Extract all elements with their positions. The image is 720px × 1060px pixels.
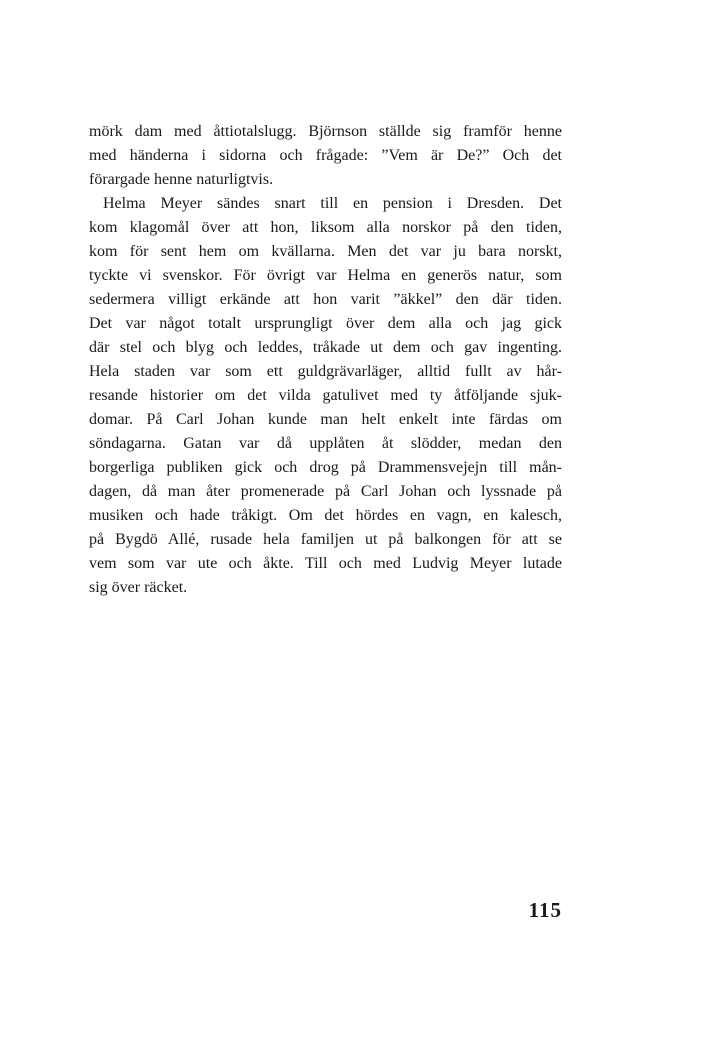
text-line: förargade henne naturligtvis. xyxy=(89,171,274,188)
text-line: kom för sent hem om kvällarna. Men det var ju bara norskt, xyxy=(89,243,562,260)
text-line: domar. På Carl Johan kunde man helt enkelt inte färdas om xyxy=(89,411,562,428)
text-line: musiken och hade tråkigt. Om det hördes en vagn, en kalesch, xyxy=(89,507,562,524)
page-number: 115 xyxy=(528,898,562,922)
text-line: kom klagomål över att hon, liksom alla norskor på den tiden, xyxy=(89,219,562,236)
text-line: tyckte vi svenskor. För övrigt var Helma en generös natur, som xyxy=(89,267,562,284)
text-line: med händerna i sidorna och frågade: ”Vem är De?” Och det xyxy=(89,147,562,164)
text-line: dagen, då man åter promenerade på Carl Johan och lyssnade på xyxy=(89,483,562,500)
text-line: Helma Meyer sändes snart till en pension i Dresden. Det xyxy=(103,195,562,212)
text-line: vem som var ute och åkte. Till och med Ludvig Meyer lutade xyxy=(89,555,562,572)
text-line: Det var något totalt ursprungligt över dem alla och jag gick xyxy=(89,315,562,332)
text-line: söndagarna. Gatan var då upplåten åt slödder, medan den xyxy=(89,435,562,452)
paragraph-1 xyxy=(89,120,562,192)
body-text xyxy=(89,120,562,600)
text-line: på Bygdö Allé, rusade hela familjen ut på balkongen för att se xyxy=(89,531,562,548)
paragraph-2 xyxy=(89,192,562,600)
text-line: borgerliga publiken gick och drog på Drammensvejejn till mån- xyxy=(89,459,562,476)
text-line: Hela staden var som ett guldgrävarläger, alltid fullt av hår- xyxy=(89,363,562,380)
text-line: sig över räcket. xyxy=(89,579,188,596)
text-line: mörk dam med åttiotalslugg. Björnson ställde sig framför henne xyxy=(89,123,562,140)
text-line: sedermera villigt erkände att hon varit ”äkkel” den där tiden. xyxy=(89,291,562,308)
text-line: där stel och blyg och leddes, tråkade ut dem och gav ingenting. xyxy=(89,339,562,356)
text-line: resande historier om det vilda gatulivet med ty åtföljande sjuk- xyxy=(89,387,562,404)
